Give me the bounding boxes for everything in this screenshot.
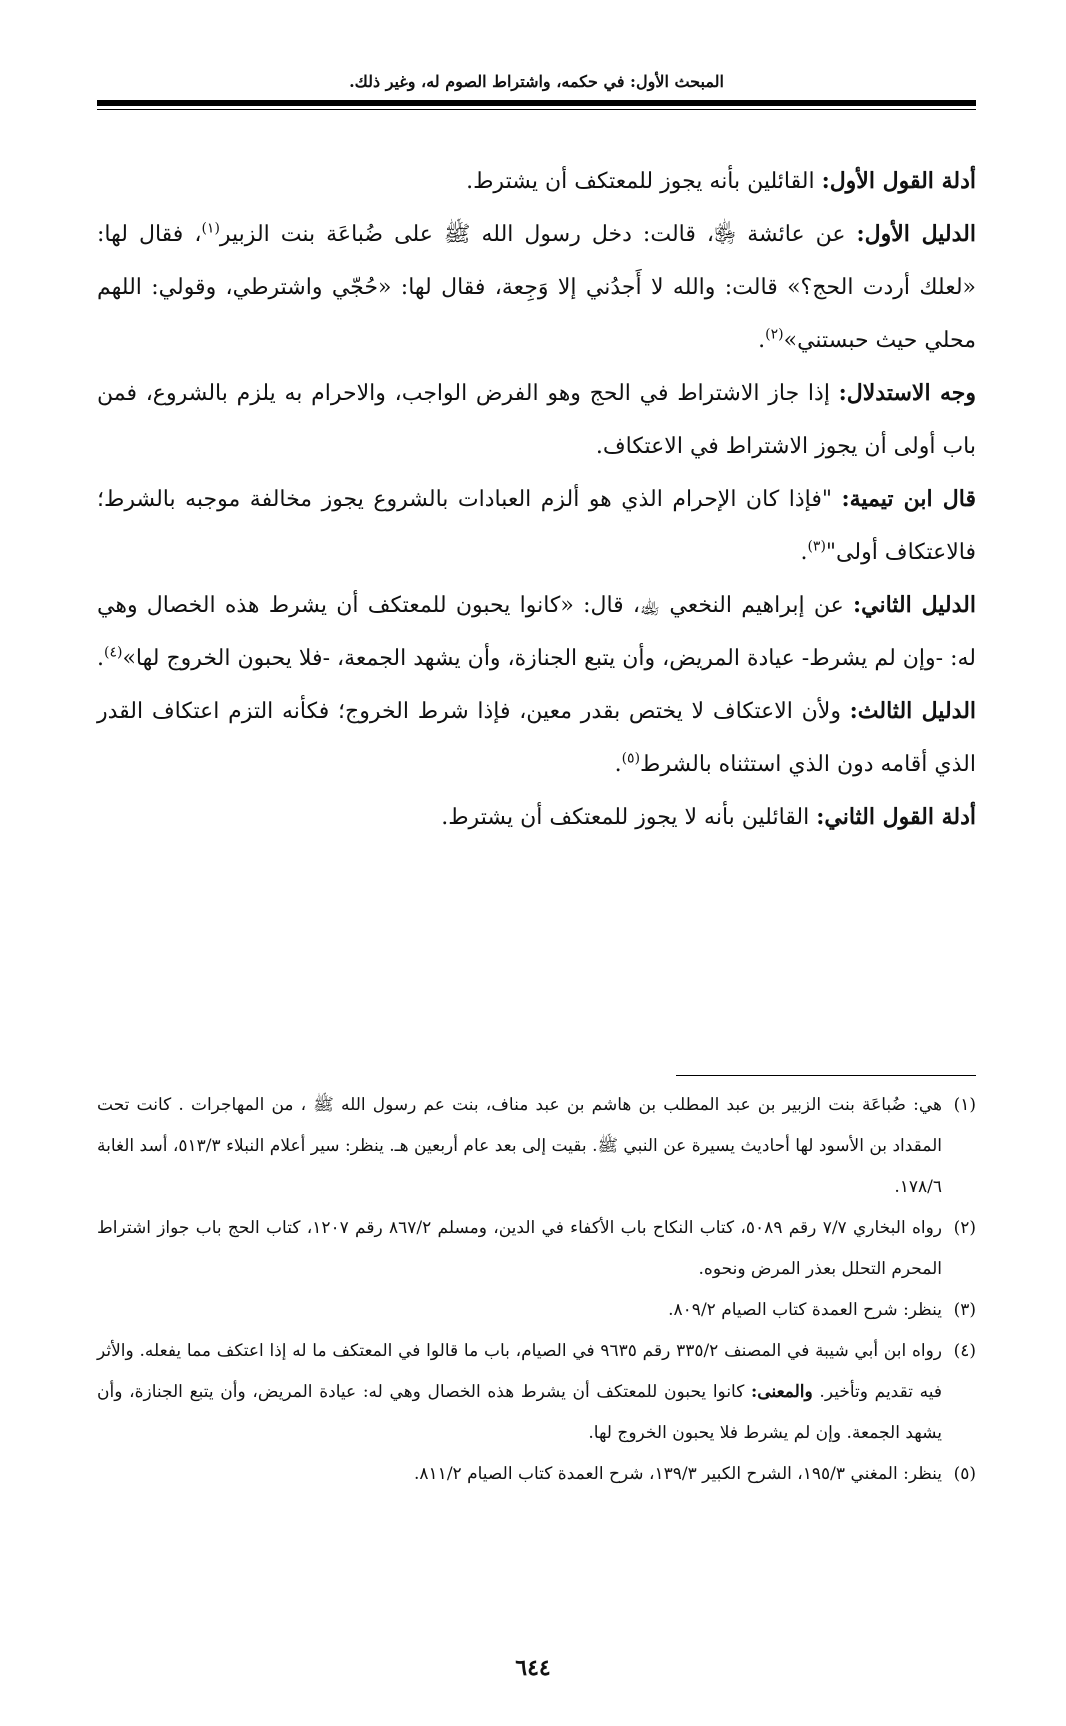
paragraph-text: "فإذا كان الإحرام الذي هو ألزم العبادات بالشروع يجوز مخالفة موجبه بالشرط؛ فالاعتكاف أولى": [97, 487, 976, 565]
paragraph-heading: وجه الاستدلال:: [838, 380, 977, 406]
paragraph-heading: الدليل الثاني:: [852, 592, 976, 618]
footnote-ref[interactable]: (٣): [807, 538, 826, 555]
footnote: [97, 1085, 976, 1208]
paragraph-ibn-taymiyyah: [97, 473, 976, 579]
paragraph-heading: الدليل الأول:: [856, 221, 976, 247]
paragraph-text: القائلين بأنه يجوز للمعتكف أن يشترط.: [466, 169, 822, 194]
footnote-text: هي: ضُباعَة بنت الزبير بن عبد المطلب بن هاشم بن عبد مناف، بنت عم رسول الله ﷺ ، من المهاجرات . كانت تحت المقداد بن الأسود لها أحاديث يسيرة عن النبي ﷺ. بقيت إلى بعد عام أربعين هـ. ينظر: سير أعلام النبلاء ٥١٣/٣، أسد الغابة ١٧٨/٦.: [97, 1095, 942, 1197]
page-number: ٦٤٤: [515, 1655, 551, 1681]
footnote-text: ينظر: شرح العمدة كتاب الصيام ٨٠٩/٢.: [668, 1300, 942, 1320]
footnote-ref[interactable]: (٥): [621, 750, 641, 767]
paragraph-second-evidence: [97, 579, 976, 685]
paragraph-third-evidence: [97, 685, 976, 791]
footnote-text: كانوا يحبون للمعتكف أن يشرط هذه الخصال وهي له: عيادة المريض، وأن يتبع الجنازة، وأن يشهد الجمعة. وإن لم يشرط فلا يحبون الخروج لها.: [97, 1382, 942, 1443]
footnote-number: (٢): [953, 1218, 977, 1238]
paragraph-text: القائلين بأنه لا يجوز للمعتكف أن يشترط.: [441, 805, 817, 830]
running-header: المبحث الأول: في حكمه، واشتراط الصوم له، وغير ذلك.: [349, 72, 724, 91]
footnote-bold-term: والمعنى:: [751, 1382, 813, 1402]
paragraph-text: إذا جاز الاشتراط في الحج وهو الفرض الواجب، والاحرام به يلزم بالشروع، فمن باب أولى أن يجوز الاشتراط في الاعتكاف.: [97, 381, 976, 459]
paragraph-text: .: [97, 646, 104, 671]
paragraph-text: ولأن الاعتكاف لا يختص بقدر معين، فإذا شرط الخروج؛ فكأنه التزم اعتكاف القدر الذي أقامه دون الذي استثناه بالشرط: [97, 699, 976, 777]
header-rule-thick: [97, 100, 976, 106]
footnote-text: رواه ابن أبي شيبة في المصنف ٣٣٥/٢ رقم ٩٦٣٥ في الصيام، باب ما قالوا في المعتكف ما له إذا اعتكف مما يفعله. والأثر فيه تقديم وتأخير.: [97, 1341, 942, 1402]
paragraph-evidence-first-opinion: [97, 155, 976, 208]
paragraph-heading: الدليل الثالث:: [849, 698, 977, 724]
paragraph-first-evidence: [97, 208, 976, 367]
footnote-ref[interactable]: (١): [201, 220, 220, 237]
header-rule-thin: [97, 109, 976, 110]
footnote: [97, 1208, 976, 1290]
paragraph-heading: أدلة القول الثاني:: [816, 804, 976, 830]
paragraph-text: .: [758, 328, 766, 353]
paragraph-text: ، فقال لها: «لعلك أردت الحج؟» قالت: والله لا أَجدُني إلا وَجِعة، فقال لها: «حُجّي واشترطي، وقولي: اللهم محلي حيث حبستني»: [97, 222, 976, 353]
footnote: [97, 1331, 976, 1454]
footnote: [97, 1454, 976, 1495]
footnote-text: ينظر: المغني ١٩٥/٣، الشرح الكبير ١٣٩/٣، شرح العمدة كتاب الصيام ٨١١/٢.: [414, 1464, 942, 1484]
footnotes: [97, 1085, 976, 1495]
footnote-number: (٤): [953, 1341, 976, 1361]
paragraph-text: عن إبراهيم النخعي ﵀، قال: «كانوا يحبون للمعتكف أن يشرط هذه الخصال وهي له: -وإن لم يشرط- عيادة المريض، وأن يتبع الجنازة، وأن يشهد الجمعة، -فلا يحبون الخروج لها»: [97, 593, 976, 671]
paragraph-text: .: [614, 752, 622, 777]
footnote: [97, 1290, 976, 1331]
main-text: [97, 155, 976, 844]
paragraph-text: عن عائشة ﵂، قالت: دخل رسول الله ﷺ على ضُباعَة بنت الزبير: [219, 222, 857, 247]
paragraph-text: .: [800, 540, 808, 565]
footnote-number: (٥): [953, 1464, 976, 1484]
footnote-number: (٣): [953, 1300, 976, 1320]
paragraph-inference: [97, 367, 976, 473]
paragraph-heading: قال ابن تيمية:: [841, 486, 976, 512]
footnote-separator: [676, 1075, 976, 1076]
footnote-text: رواه البخاري ٧/٧ رقم ٥٠٨٩، كتاب النكاح باب الأكفاء في الدين، ومسلم ٨٦٧/٢ رقم ١٢٠٧، كتاب الحج باب جواز اشتراط المحرم التحلل بعذر المرض ونحوه.: [97, 1218, 943, 1279]
footnote-ref[interactable]: (٢): [765, 326, 784, 343]
footnote-ref[interactable]: (٤): [104, 644, 123, 661]
paragraph-evidence-second-opinion: [97, 791, 976, 844]
footnote-number: (١): [953, 1095, 976, 1115]
paragraph-heading: أدلة القول الأول:: [821, 168, 976, 194]
